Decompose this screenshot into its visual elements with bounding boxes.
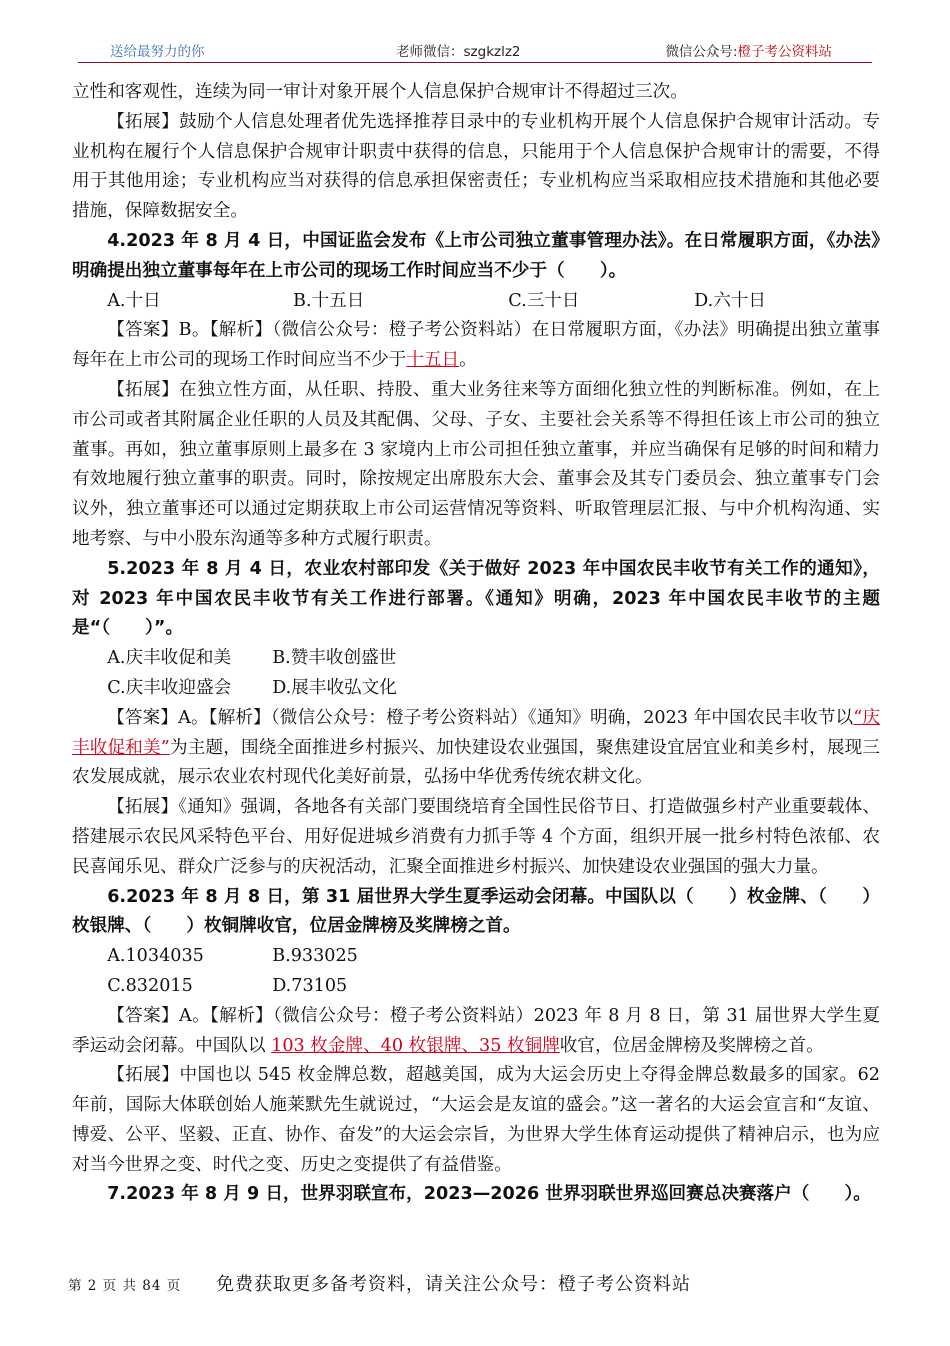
question-5-options-row1: [72, 644, 880, 674]
question-5-answer: [72, 704, 880, 793]
document-body: [72, 78, 880, 1210]
q6-answer-key: 103 枚金牌、40 枚银牌、35 枚铜牌: [271, 1035, 560, 1056]
question-5-stem: 5.2023 年 8 月 4 日，农业农村部印发《关于做好 2023 年中国农民丰收节有关工作的通知》，对 2023 年中国农民丰收节有关工作进行部署。《通知》明确，2023 年中国农民丰收节的主题是“（ ）”。: [72, 558, 880, 639]
footer-promo: 免费获取更多备考资料，请关注公众号：橙子考公资料站: [216, 1274, 691, 1295]
header-account-brand: 橙子考公资料站: [737, 44, 832, 60]
question-5-options-row2: [72, 674, 880, 704]
q6-option-a: A.1034035: [107, 946, 204, 967]
q5-answer-key: “庆丰收促和美”: [72, 707, 880, 758]
question-4-stem: 4.2023 年 8 月 4 日，中国证监会发布《上市公司独立董事管理办法》。在日常履职方面，《办法》明确提出独立董事每年在上市公司的现场工作时间应当不少于（ ）。: [72, 230, 880, 281]
q6-answer-tail: 收官，位居金牌榜及奖牌榜之首。: [559, 1035, 824, 1056]
question-4-options: [72, 287, 880, 317]
question-4-extension: 【拓展】在独立性方面，从任职、持股、重大业务往来等方面细化独立性的判断标准。例如，在上市公司或者其附属企业任职的人员及其配偶、父母、子女、主要社会关系等不得担任该上市公司的独立董事。再如，独立董事原则上最多在 3 家境内上市公司担任独立董事，并应当确保有足够的时间和精力有效地履行独立董事的职责。同时，除按规定出席股东大会、董事会及其专门委员会、独立董事专门会议外，独立董事还可以通过定期获取上市公司运营情况等资料、听取管理层汇报、与中介机构沟通、实地考察、与中小股东沟通等多种方式履行职责。: [72, 379, 880, 549]
question-6-stem: 6.2023 年 8 月 8 日，第 31 届世界大学生夏季运动会闭幕。中国队以（ ）枚金牌、（ ）枚银牌、（ ）枚铜牌收官，位居金牌榜及奖牌榜之首。: [72, 886, 880, 937]
header-teacher-wechat: 老师微信：szgkzlz2: [396, 44, 521, 60]
q6-answer-text: 【答案】A。【解析】（微信公众号：橙子考公资料站）2023 年 8 月 8 日，第 31 届世界大学生夏季运动会闭幕。中国队以: [72, 1005, 880, 1056]
paragraph-continued: 立性和客观性，连续为同一审计对象开展个人信息保护合规审计不得超过三次。: [72, 82, 688, 102]
question-6-answer: [72, 1002, 880, 1062]
header-account-label: 微信公众号:: [665, 44, 738, 60]
q6-option-d: D.73105: [272, 975, 348, 996]
q5-answer-text: 【答案】A。【解析】（微信公众号：橙子考公资料站）《通知》明确，2023 年中国农民丰收节以: [107, 707, 854, 728]
question-6-extension: 【拓展】中国也以 545 枚金牌总数，超越美国，成为大运会历史上夺得金牌总数最多的国家。62 年前，国际大体联创始人施莱默先生就说过，“大运会是友谊的盛会。”这一著名的大运会宣言和“友谊、博爱、公平、坚毅、正直、协作、奋发”的大运会宗旨，为世界大学生体育运动提供了精神启示，也为应对当今世界之变、时代之变、历史之变提供了有益借鉴。: [72, 1065, 880, 1175]
header-slogan: 送给最努力的你: [110, 44, 205, 60]
q4-answer-key: 十五日: [406, 350, 460, 371]
q5-option-a: A.庆丰收促和美: [107, 648, 232, 669]
q5-option-d: D.展丰收弘文化: [272, 677, 397, 698]
question-6-options-row2: [72, 972, 880, 1002]
header-official-account: [665, 40, 832, 60]
page-header: [78, 36, 872, 63]
question-4-answer: [72, 316, 880, 376]
question-6-options-row1: [72, 942, 880, 972]
q4-option-c: C.三十日: [508, 290, 580, 311]
q4-option-b: B.十五日: [293, 290, 365, 311]
q4-option-d: D.六十日: [694, 290, 766, 311]
page-footer: [68, 1268, 888, 1298]
q4-option-a: A.十日: [107, 290, 161, 311]
question-7-stem: 7.2023 年 8 月 9 日，世界羽联宣布，2023—2026 世界羽联世界巡回赛总决赛落户（ ）。: [107, 1184, 871, 1205]
q4-answer-tail: 。: [459, 350, 477, 371]
extension-q3: 【拓展】鼓励个人信息处理者优先选择推荐目录中的专业机构开展个人信息保护合规审计活动。专业机构在履行个人信息保护合规审计职责中获得的信息，只能用于个人信息保护合规审计的需要，不得用于其他用途；专业机构应当对获得的信息承担保密责任；专业机构应当采取相应技术措施和其他必要措施，保障数据安全。: [72, 111, 880, 222]
q5-answer-tail: 为主题，围绕全面推进乡村振兴、加快建设农业强国，聚焦建设宜居宜业和美乡村，展现三农发展成就，展示农业农村现代化美好前景，弘扬中华优秀传统农耕文化。: [72, 737, 880, 788]
q5-option-c: C.庆丰收迎盛会: [107, 677, 232, 698]
page-number: 第 2 页 共 84 页: [68, 1278, 182, 1294]
q4-answer-text: 【答案】B。【解析】（微信公众号：橙子考公资料站）在日常履职方面，《办法》明确提出独立董事每年在上市公司的现场工作时间应当不少于: [72, 320, 880, 371]
question-5-extension: 【拓展】《通知》强调，各地各有关部门要围绕培育全国性民俗节日、打造做强乡村产业重要载体、搭建展示农民风采特色平台、用好促进城乡消费有力抓手等 4 个方面，组织开展一批乡村特色浓郁、农民喜闻乐见、群众广泛参与的庆祝活动，汇聚全面推进乡村振兴、加快建设农业强国的强大力量。: [72, 797, 880, 877]
q6-option-b: B.933025: [272, 946, 358, 967]
q5-option-b: B.赞丰收创盛世: [272, 648, 397, 669]
q6-option-c: C.832015: [107, 975, 193, 996]
